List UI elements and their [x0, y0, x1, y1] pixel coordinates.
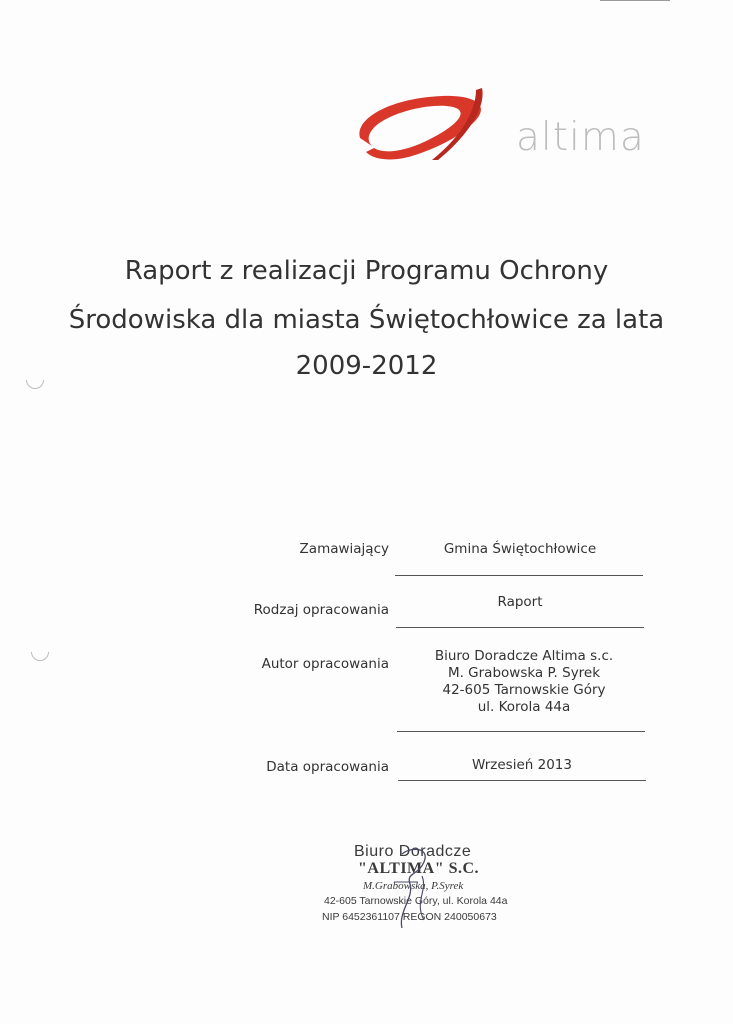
author-line: M. Grabowska P. Syrek: [447, 665, 601, 681]
handwritten-signature: [384, 842, 454, 932]
stamp-line-4: 42-605 Tarnowskie Góry, ul. Korola 44a: [324, 895, 508, 907]
date-label: Data opracowania: [266, 759, 389, 775]
ordering-party-label: Zamawiający: [299, 541, 389, 557]
date-value: Wrzesień 2013: [472, 757, 572, 773]
stamp-line-2: "ALTIMA" S.C.: [358, 860, 480, 877]
author-line: ul. Korola 44a: [477, 699, 571, 715]
punch-hole-mark: [31, 652, 49, 661]
report-type-value: Raport: [497, 594, 543, 610]
author-line: Biuro Doradcze Altima s.c.: [434, 648, 614, 664]
divider-line: [398, 780, 646, 781]
report-title-line-2: Środowiska dla miasta Świętochłowice za lata: [68, 305, 665, 335]
stamp-line-1: Biuro Doradcze: [354, 843, 472, 860]
divider-line: [396, 627, 644, 628]
altima-logo-text: altima: [516, 115, 645, 160]
report-title-line-3: 2009-2012: [295, 351, 438, 381]
stamp-line-5: NIP 6452361107 REGON 240050673: [322, 911, 497, 923]
divider-line: [395, 575, 643, 576]
ordering-party-value: Gmina Świętochłowice: [443, 541, 597, 557]
author-line: 42-605 Tarnowskie Góry: [442, 682, 606, 698]
scan-artifact-line: [600, 0, 670, 1]
divider-line: [397, 731, 645, 732]
altima-logo-swoosh: [352, 86, 502, 164]
author-value: [399, 648, 649, 716]
report-type-label: Rodzaj opracowania: [253, 602, 389, 618]
author-label: Autor opracowania: [261, 656, 389, 672]
report-title-line-1: Raport z realizacji Programu Ochrony: [124, 256, 609, 286]
stamp-line-3: M.Grabowska, P.Syrek: [363, 880, 464, 892]
punch-hole-mark: [26, 380, 44, 389]
